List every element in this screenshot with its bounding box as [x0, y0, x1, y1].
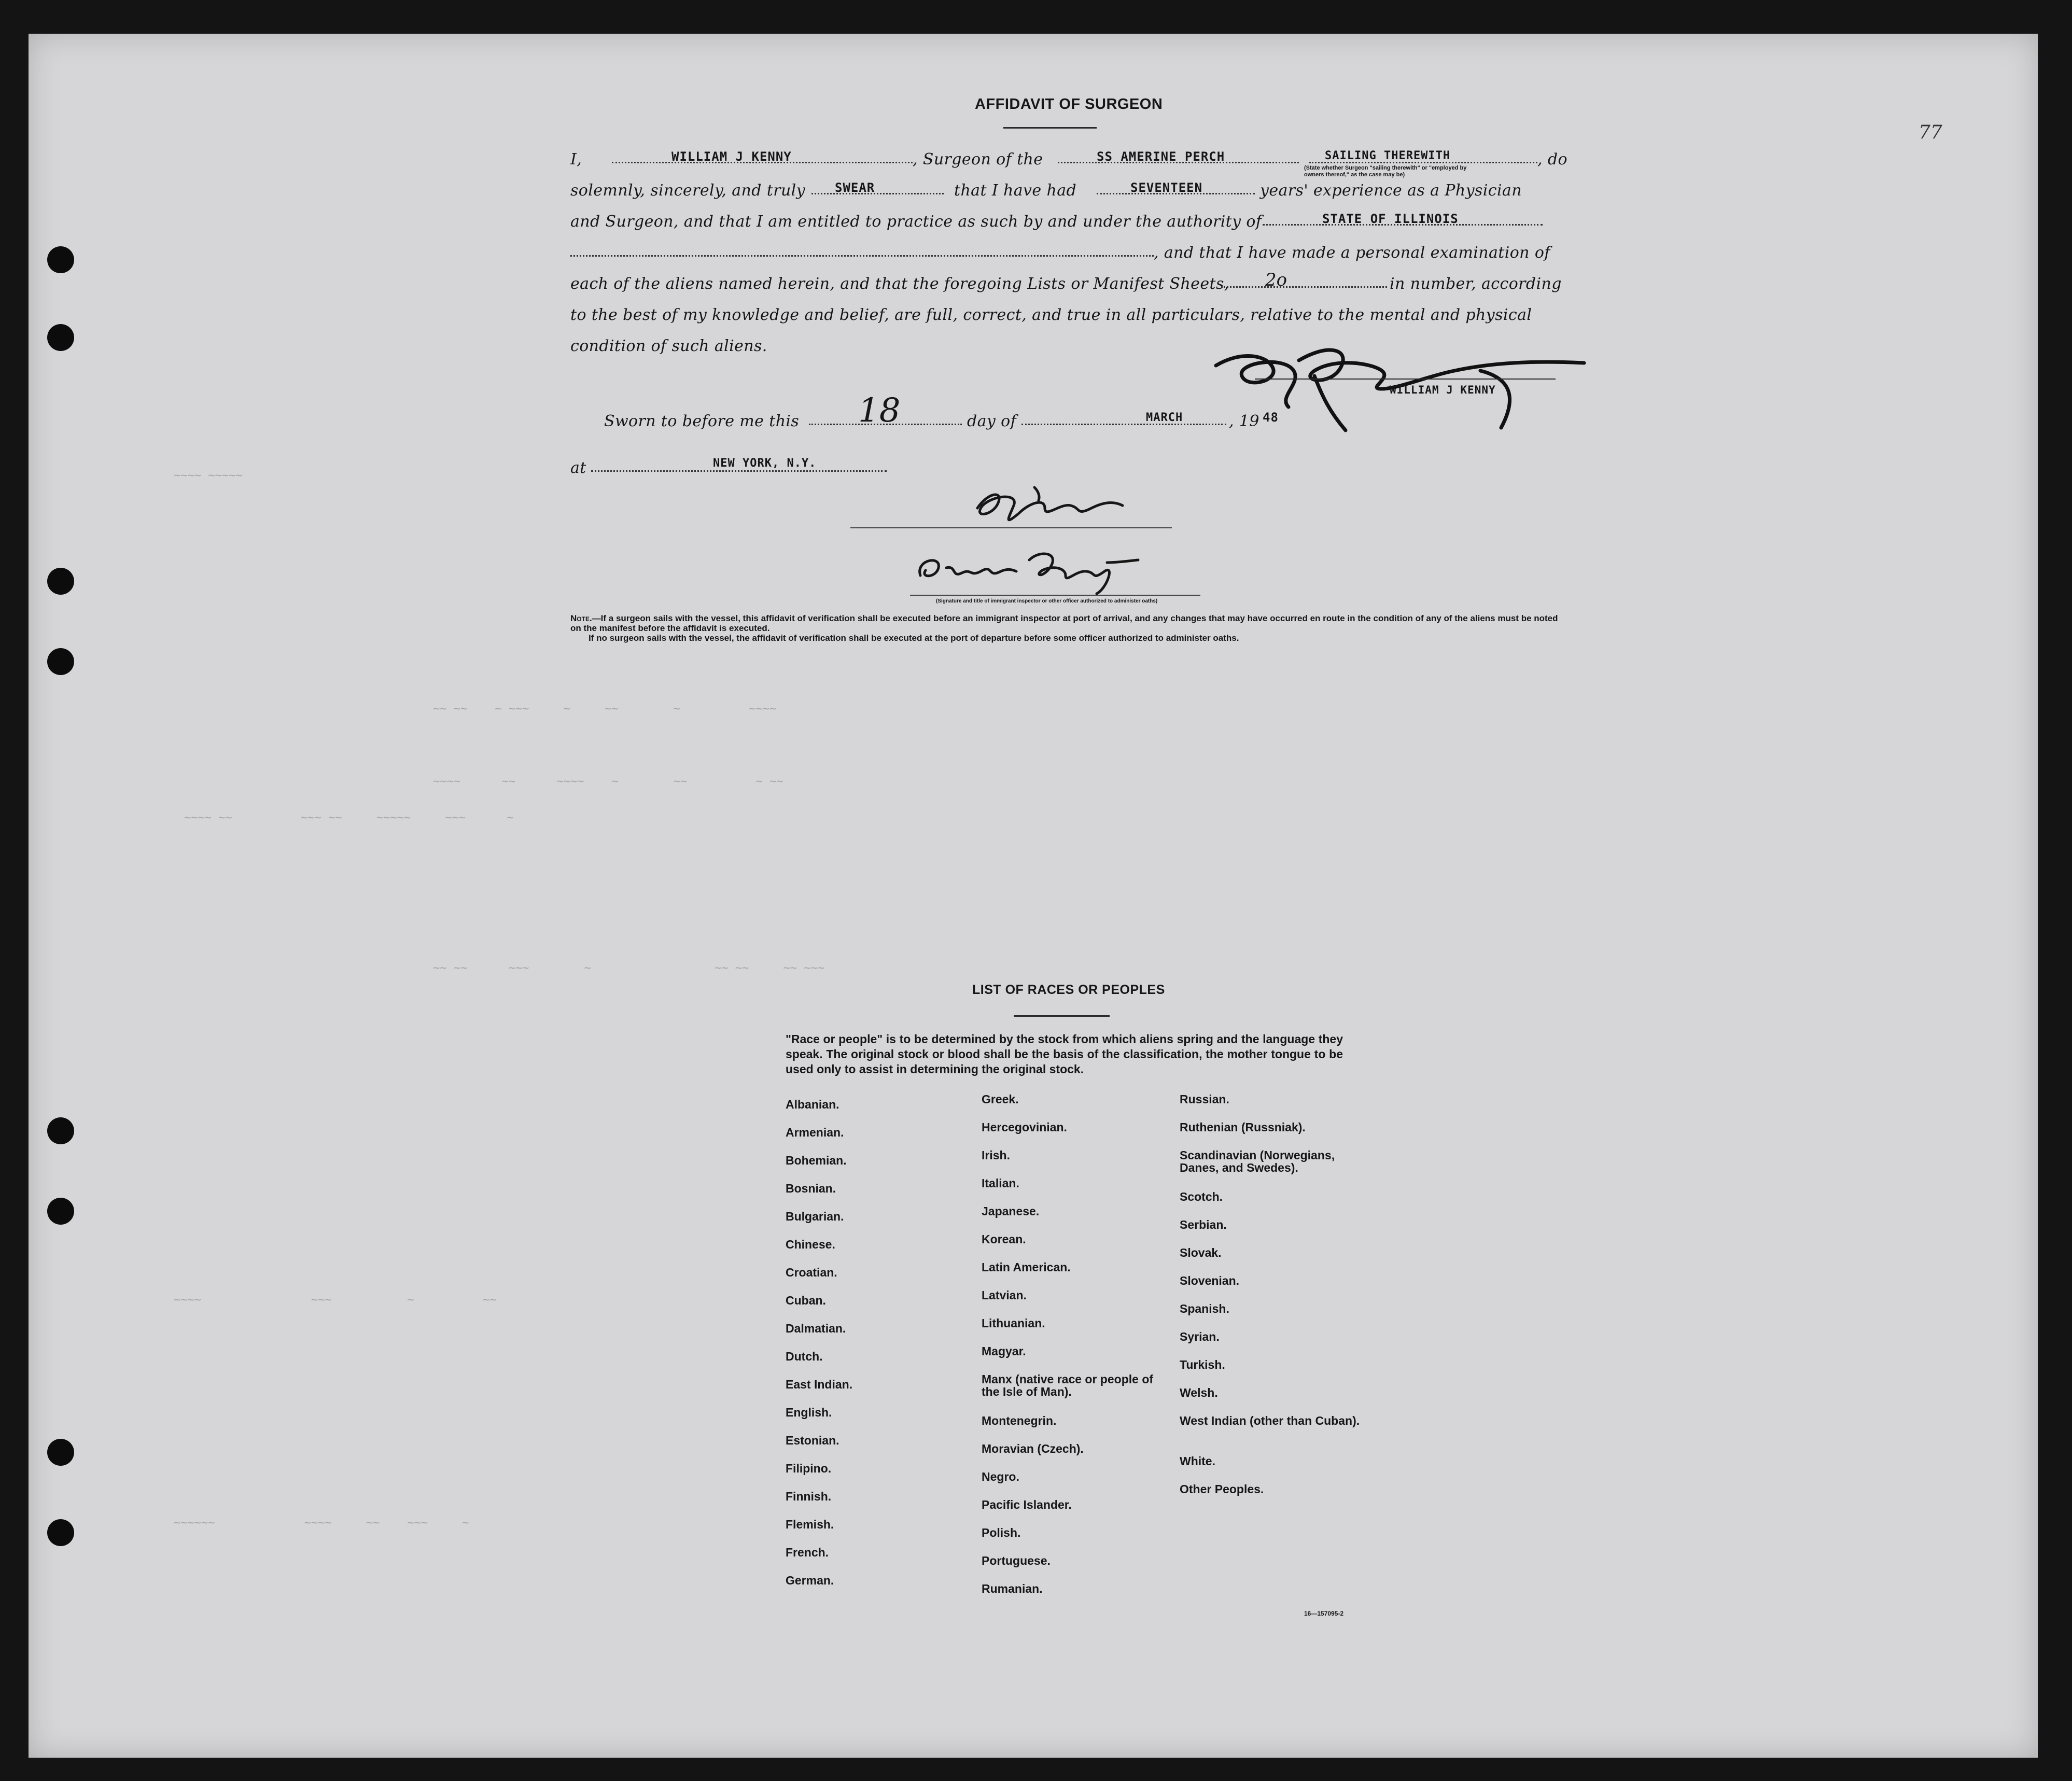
ship-name-value: SS AMERINE PERCH: [1097, 149, 1225, 164]
oath-value: SWEAR: [835, 180, 875, 195]
affidavit-text: condition of such aliens.: [570, 337, 767, 355]
race-item: Pacific Islander.: [982, 1498, 1072, 1511]
bleed-through-text: ~~~~ ~~~ ~ ~~: [174, 1294, 497, 1307]
race-item: Welsh.: [1180, 1386, 1218, 1399]
race-item: Manx (native race or people of the Isle of Man).: [982, 1372, 1154, 1398]
affidavit-text: and Surgeon, and that I am entitled to practice as such by and under the authority of: [570, 213, 1262, 231]
races-title-underline: [1014, 1015, 1110, 1017]
page-number: 77: [1919, 122, 1942, 143]
races-title: LIST OF RACES OR PEOPLES: [972, 983, 1165, 997]
affidavit-text: in number, according: [1390, 275, 1562, 293]
race-item: Japanese.: [982, 1204, 1040, 1218]
affidavit-text: , Surgeon of the: [913, 150, 1043, 169]
officer-signature-line: [910, 595, 1200, 596]
race-item: Negro.: [982, 1470, 1019, 1483]
race-item: Greek.: [982, 1092, 1019, 1106]
race-item: Portuguese.: [982, 1554, 1051, 1567]
race-item: Italian.: [982, 1176, 1019, 1190]
race-item: Ruthenian (Russniak).: [1180, 1120, 1306, 1134]
punch-hole: [47, 246, 74, 273]
race-item: Bohemian.: [786, 1154, 847, 1167]
race-item: Latvian.: [982, 1288, 1027, 1302]
race-item: Slovak.: [1180, 1246, 1222, 1259]
sworn-month-line: [1021, 424, 1226, 425]
surgeon-status-value: SAILING THEREWITH: [1325, 149, 1451, 162]
sheets-count-line: [1221, 286, 1387, 288]
race-item: Montenegrin.: [982, 1414, 1057, 1427]
place-value: NEW YORK, N.Y.: [713, 457, 817, 470]
race-item: Chinese.: [786, 1238, 835, 1251]
place-line: [591, 470, 887, 472]
race-item: Croatian.: [786, 1266, 837, 1279]
punch-hole: [47, 1519, 74, 1546]
race-item: Armenian.: [786, 1126, 844, 1139]
punch-hole: [47, 1439, 74, 1466]
affidavit-title: AFFIDAVIT OF SURGEON: [975, 96, 1163, 113]
race-item: Korean.: [982, 1232, 1026, 1246]
race-item: White.: [1180, 1454, 1215, 1468]
affidavit-text: each of the aliens named herein, and that the foregoing Lists or Manifest Sheets,: [570, 275, 1229, 293]
note-paragraph: —If a surgeon sails with the vessel, this affidavit of verification shall be executed before an immigrant inspector at port of arrival, and any changes that may have occurred en route in the condition of any of the aliens must be noted on the manifest before the affidavit is executed.: [570, 613, 1558, 633]
race-item: Filipino.: [786, 1462, 832, 1475]
bleed-through-text: ~~~~~~ ~~~~ ~~ ~~~ ~: [174, 1517, 469, 1530]
race-item: Slovenian.: [1180, 1274, 1240, 1287]
punch-hole: [47, 324, 74, 351]
race-item: Dalmatian.: [786, 1322, 846, 1335]
affidavit-text: years' experience as a Physician: [1260, 181, 1522, 200]
race-item: Finnish.: [786, 1490, 832, 1503]
officer-signature-caption: (Signature and title of immigrant inspector or other officer authorized to administer oaths): [936, 598, 1158, 604]
affidavit-text: , do: [1537, 150, 1567, 169]
affidavit-text: that I have had: [954, 181, 1077, 200]
race-item: Estonian.: [786, 1434, 839, 1447]
punch-hole: [47, 648, 74, 675]
affidavit-text: I,: [570, 150, 582, 169]
affidavit-text: day of: [967, 412, 1017, 430]
inspector-signature: [957, 477, 1164, 534]
bleed-through-text: ~~ ~~ ~ ~~~ ~ ~~ ~ ~~~~: [433, 703, 777, 716]
race-item: Irish.: [982, 1148, 1010, 1162]
race-item: Albanian.: [786, 1098, 839, 1111]
race-item: Hercegovinian.: [982, 1120, 1067, 1134]
bleed-through-text: ~~~~ ~~ ~~~ ~~ ~~~~~ ~~~ ~: [184, 811, 514, 824]
race-item: Dutch.: [786, 1350, 823, 1363]
race-item: Scandinavian (Norwegians, Danes, and Swedes).: [1180, 1148, 1335, 1174]
authority-value: STATE OF ILLINOIS: [1322, 212, 1459, 226]
affidavit-text: at: [570, 459, 586, 477]
race-item: Serbian.: [1180, 1218, 1227, 1231]
race-item: Rumanian.: [982, 1582, 1043, 1595]
title-underline: [1003, 127, 1097, 129]
affidavit-text: , and that I have made a personal examination of: [1154, 244, 1550, 262]
race-item: Flemish.: [786, 1518, 834, 1531]
authority-continued-line: [570, 255, 1154, 257]
race-item: German.: [786, 1574, 834, 1587]
affidavit-text: , 19: [1229, 412, 1259, 430]
surgeon-name-value: WILLIAM J KENNY: [671, 149, 792, 164]
sheets-count-value: 2o: [1265, 270, 1287, 290]
race-item: West Indian (other than Cuban).: [1180, 1414, 1360, 1427]
affidavit-text: solemnly, sincerely, and truly: [570, 181, 806, 200]
race-item: French.: [786, 1546, 829, 1559]
surgeon-signature-line: [1255, 378, 1556, 380]
note-paragraph: If no surgeon sails with the vessel, the affidavit of verification shall be executed at the port of departure before some officer authorized to administer oaths.: [589, 633, 1239, 643]
bleed-through-text: ~~ ~~ ~~~ ~ ~~ ~~ ~~ ~~~: [433, 962, 824, 975]
race-item: Polish.: [982, 1526, 1021, 1539]
years-value: SEVENTEEN: [1130, 180, 1203, 195]
race-item: English.: [786, 1406, 832, 1419]
race-item: Cuban.: [786, 1294, 826, 1307]
races-intro: "Race or people" is to be determined by the stock from which aliens spring and the language they speak. The original stock or blood shall be the basis of the classification, the mother tongue to be used only to assist in determining the original stock.: [786, 1032, 1343, 1076]
manifest-sheet: [29, 34, 2038, 1758]
race-item: Spanish.: [1180, 1302, 1229, 1315]
race-item: Scotch.: [1180, 1190, 1223, 1203]
affidavit-note: [570, 613, 1561, 643]
surgeon-signed-name: WILLIAM J KENNY: [1390, 384, 1496, 396]
sworn-day-value: 18: [858, 391, 901, 430]
punch-hole: [47, 1198, 74, 1225]
race-item: East Indian.: [786, 1378, 853, 1391]
sworn-month-value: MARCH: [1146, 411, 1183, 424]
race-item: Lithuanian.: [982, 1316, 1045, 1330]
race-item: Bulgarian.: [786, 1210, 844, 1223]
sworn-year-value: 48: [1263, 410, 1279, 425]
affidavit-text: to the best of my knowledge and belief, are full, correct, and true in all particulars, relative to the mental and physical: [570, 306, 1532, 324]
race-item: Russian.: [1180, 1092, 1229, 1106]
race-item: Latin American.: [982, 1260, 1071, 1274]
race-item: Syrian.: [1180, 1330, 1220, 1343]
race-item: Other Peoples.: [1180, 1482, 1264, 1496]
affidavit-text: Sworn to before me this: [604, 412, 800, 430]
oath-line: [811, 193, 944, 194]
inspector-signature-line: [850, 527, 1172, 528]
form-number: 16—157095-2: [1304, 1610, 1344, 1617]
race-item: Magyar.: [982, 1344, 1026, 1358]
race-item: Moravian (Czech).: [982, 1442, 1084, 1455]
bleed-through-text: ~~~~ ~~ ~~~~ ~ ~~ ~ ~~: [433, 775, 783, 788]
punch-hole: [47, 568, 74, 595]
note-label: Note.: [570, 613, 592, 623]
bleed-through-text: ~~~~ ~~~~~: [174, 469, 243, 482]
race-item: Bosnian.: [786, 1182, 836, 1195]
race-item: Turkish.: [1180, 1358, 1225, 1371]
officer-title-signature: [910, 539, 1169, 596]
punch-hole: [47, 1117, 74, 1144]
surgeon-status-note: (State whether Surgeon "sailing therewith" or "employed by owners thereof," as the case may be): [1304, 165, 1467, 178]
